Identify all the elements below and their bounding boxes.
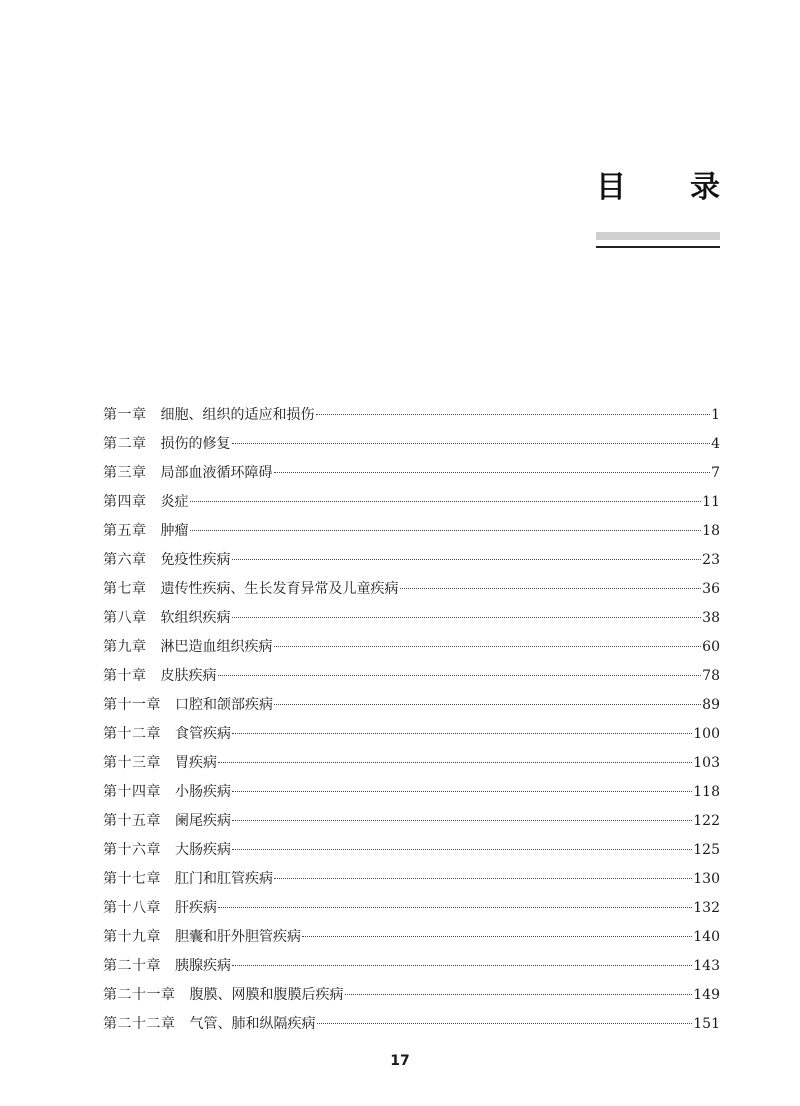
toc-chapter-title: 腹膜、网膜和腹膜后疾病 bbox=[189, 987, 344, 1003]
toc-chapter-number: 第九章 bbox=[103, 639, 147, 655]
toc-chapter-title: 皮肤疾病 bbox=[160, 668, 217, 684]
title-underline-gray bbox=[596, 232, 720, 240]
toc-chapter-title: 阑尾疾病 bbox=[175, 813, 231, 829]
toc-page-number: 18 bbox=[702, 523, 720, 539]
toc-entry[interactable] bbox=[103, 981, 720, 1010]
toc-entry[interactable] bbox=[103, 836, 720, 865]
title-char-right: 录 bbox=[690, 170, 720, 205]
toc-chapter-number: 第二章 bbox=[103, 436, 147, 452]
toc-page-number: 122 bbox=[693, 813, 720, 829]
toc-chapter-number: 第十四章 bbox=[103, 784, 161, 800]
toc-chapter-number: 第三章 bbox=[103, 465, 147, 481]
toc-entry[interactable] bbox=[103, 778, 720, 807]
toc-dot-leader bbox=[232, 791, 692, 792]
toc-chapter-title: 口腔和颌部疾病 bbox=[175, 697, 273, 713]
toc-dot-leader bbox=[232, 849, 692, 850]
toc-page-number: 23 bbox=[702, 552, 720, 568]
toc-dot-leader bbox=[274, 472, 711, 473]
toc-page-number: 149 bbox=[693, 987, 720, 1003]
toc-page-number: 7 bbox=[711, 465, 720, 481]
table-of-contents bbox=[103, 401, 720, 1039]
toc-dot-leader bbox=[232, 820, 692, 821]
toc-page-number: 132 bbox=[693, 900, 720, 916]
toc-entry[interactable] bbox=[103, 546, 720, 575]
toc-entry[interactable] bbox=[103, 720, 720, 749]
toc-page-number: 130 bbox=[693, 871, 720, 887]
toc-page-number: 103 bbox=[693, 755, 720, 771]
toc-dot-leader bbox=[232, 733, 692, 734]
toc-chapter-title: 肝疾病 bbox=[175, 900, 217, 916]
toc-page-number: 4 bbox=[711, 436, 720, 452]
toc-chapter-title: 软组织疾病 bbox=[160, 610, 231, 626]
toc-dot-leader bbox=[232, 965, 692, 966]
toc-entry[interactable] bbox=[103, 1010, 720, 1039]
toc-chapter-title: 食管疾病 bbox=[175, 726, 231, 742]
toc-entry[interactable] bbox=[103, 401, 720, 430]
toc-chapter-title: 局部血液循环障碍 bbox=[160, 465, 273, 481]
toc-chapter-number: 第十二章 bbox=[103, 726, 161, 742]
toc-chapter-number: 第十六章 bbox=[103, 842, 161, 858]
toc-entry[interactable] bbox=[103, 691, 720, 720]
toc-page-number: 100 bbox=[693, 726, 720, 742]
toc-chapter-number: 第七章 bbox=[103, 581, 147, 597]
toc-chapter-number: 第十九章 bbox=[103, 929, 161, 945]
toc-chapter-number: 第一章 bbox=[103, 407, 147, 423]
toc-chapter-title: 小肠疾病 bbox=[175, 784, 231, 800]
title-char-left: 目 bbox=[596, 170, 626, 205]
toc-entry[interactable] bbox=[103, 807, 720, 836]
toc-entry[interactable] bbox=[103, 459, 720, 488]
title-underline-rule bbox=[596, 246, 720, 248]
toc-page-number: 125 bbox=[693, 842, 720, 858]
toc-dot-leader bbox=[274, 704, 701, 705]
toc-dot-leader bbox=[400, 588, 702, 589]
toc-entry[interactable] bbox=[103, 604, 720, 633]
toc-chapter-title: 气管、肺和纵隔疾病 bbox=[189, 1016, 316, 1032]
toc-entry[interactable] bbox=[103, 488, 720, 517]
toc-chapter-title: 肿瘤 bbox=[160, 523, 189, 539]
toc-dot-leader bbox=[274, 878, 692, 879]
toc-page-number: 60 bbox=[702, 639, 720, 655]
toc-entry[interactable] bbox=[103, 662, 720, 691]
toc-page-number: 36 bbox=[702, 581, 720, 597]
toc-chapter-number: 第五章 bbox=[103, 523, 147, 539]
toc-chapter-title: 胆囊和肝外胆管疾病 bbox=[175, 929, 301, 945]
toc-chapter-number: 第十一章 bbox=[103, 697, 161, 713]
toc-chapter-title: 细胞、组织的适应和损伤 bbox=[160, 407, 315, 423]
toc-entry[interactable] bbox=[103, 952, 720, 981]
toc-page-number: 38 bbox=[702, 610, 720, 626]
toc-chapter-title: 胃疾病 bbox=[175, 755, 217, 771]
toc-chapter-title: 损伤的修复 bbox=[160, 436, 231, 452]
toc-chapter-number: 第八章 bbox=[103, 610, 147, 626]
toc-chapter-title: 淋巴造血组织疾病 bbox=[160, 639, 273, 655]
toc-chapter-number: 第十三章 bbox=[103, 755, 161, 771]
toc-dot-leader bbox=[317, 1023, 693, 1024]
toc-dot-leader bbox=[218, 675, 702, 676]
toc-page-number: 89 bbox=[702, 697, 720, 713]
toc-chapter-number: 第二十一章 bbox=[103, 987, 176, 1003]
toc-chapter-title: 炎症 bbox=[160, 494, 189, 510]
toc-entry[interactable] bbox=[103, 749, 720, 778]
toc-dot-leader bbox=[218, 762, 692, 763]
toc-chapter-number: 第二十章 bbox=[103, 958, 161, 974]
toc-entry[interactable] bbox=[103, 575, 720, 604]
toc-chapter-number: 第十章 bbox=[103, 668, 147, 684]
toc-entry[interactable] bbox=[103, 633, 720, 662]
toc-chapter-title: 免疫性疾病 bbox=[160, 552, 231, 568]
toc-page-number: 118 bbox=[693, 784, 720, 800]
toc-chapter-number: 第十五章 bbox=[103, 813, 161, 829]
toc-chapter-number: 第四章 bbox=[103, 494, 147, 510]
page-number: 17 bbox=[390, 1053, 410, 1069]
toc-dot-leader bbox=[232, 443, 711, 444]
toc-page-number: 11 bbox=[702, 494, 720, 510]
toc-entry[interactable] bbox=[103, 923, 720, 952]
toc-chapter-title: 胰腺疾病 bbox=[175, 958, 231, 974]
toc-page-number: 78 bbox=[702, 668, 720, 684]
toc-entry[interactable] bbox=[103, 865, 720, 894]
toc-chapter-title: 大肠疾病 bbox=[175, 842, 231, 858]
toc-dot-leader bbox=[232, 617, 702, 618]
toc-dot-leader bbox=[190, 501, 702, 502]
toc-chapter-title: 肛门和肛管疾病 bbox=[175, 871, 273, 887]
toc-page-number: 1 bbox=[711, 407, 720, 423]
toc-page-number: 143 bbox=[693, 958, 720, 974]
toc-entry[interactable] bbox=[103, 894, 720, 923]
page-title bbox=[596, 168, 720, 208]
toc-chapter-number: 第二十二章 bbox=[103, 1016, 176, 1032]
toc-chapter-number: 第十八章 bbox=[103, 900, 161, 916]
toc-page-number: 151 bbox=[693, 1016, 720, 1032]
toc-page-number: 140 bbox=[693, 929, 720, 945]
toc-dot-leader bbox=[232, 559, 702, 560]
toc-dot-leader bbox=[316, 414, 711, 415]
toc-chapter-number: 第十七章 bbox=[103, 871, 161, 887]
toc-dot-leader bbox=[218, 907, 692, 908]
toc-dot-leader bbox=[345, 994, 693, 995]
toc-entry[interactable] bbox=[103, 517, 720, 546]
toc-chapter-title: 遗传性疾病、生长发育异常及儿童疾病 bbox=[160, 581, 399, 597]
toc-dot-leader bbox=[302, 936, 692, 937]
toc-chapter-number: 第六章 bbox=[103, 552, 147, 568]
toc-dot-leader bbox=[190, 530, 702, 531]
toc-entry[interactable] bbox=[103, 430, 720, 459]
toc-dot-leader bbox=[274, 646, 702, 647]
